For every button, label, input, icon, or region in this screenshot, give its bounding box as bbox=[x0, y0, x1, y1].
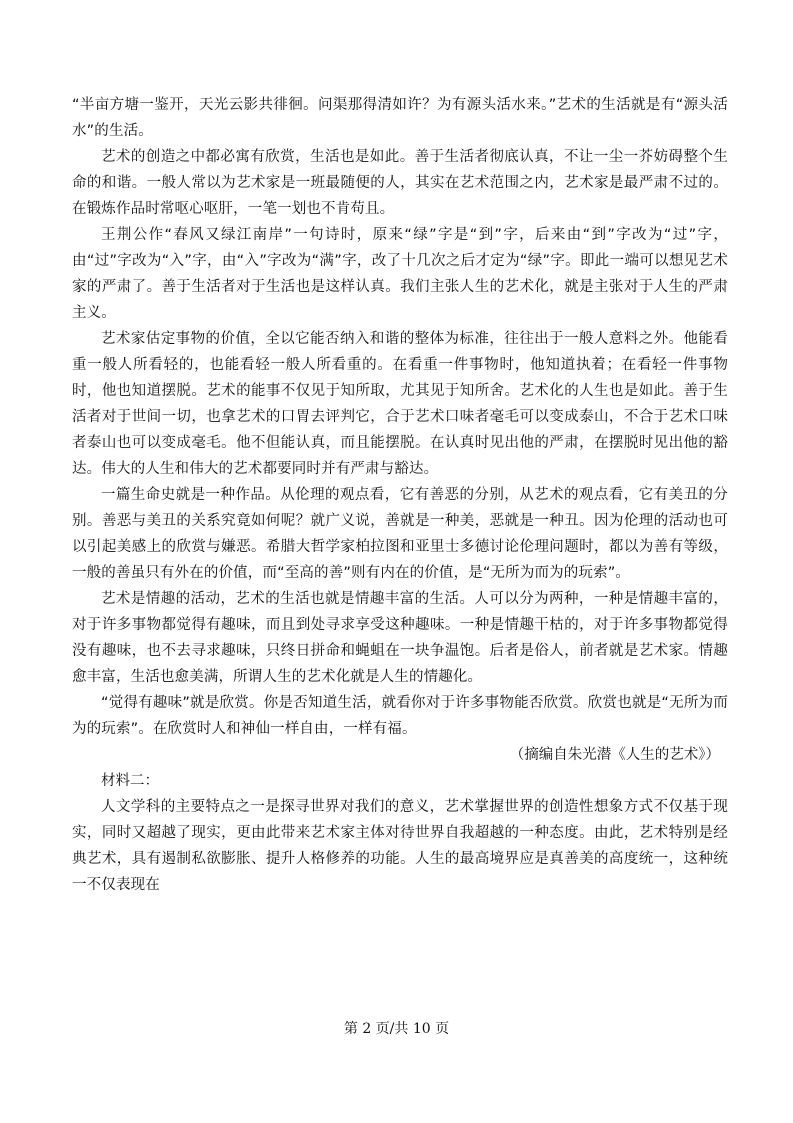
paragraph-3: 王荆公作“春风又绿江南岸”一句诗时，原来“绿”字是“到”字，后来由“到”字改为“过”字，由“过”字改为“入”字，由“入”字改为“满”字，改了十几次之后才定为“绿”字。即此一端可以想见艺术家的严肃了。善于生活者对于生活也是这样认真。我们主张人生的艺术化，就是主张对于人生的严肃主义。 bbox=[72, 227, 728, 321]
page-number-footer: 第 2 页/共 10 页 bbox=[343, 1021, 450, 1037]
paragraph-7: “觉得有趣味”就是欣赏。你是否知道生活，就看你对于许多事物能否欣赏。欣赏也就是“无所为而为的玩索”。在欣赏时人和神仙一样自由，一样有福。 bbox=[72, 695, 728, 737]
paragraph-5: 一篇生命史就是一种作品。从伦理的观点看，它有善恶的分别，从艺术的观点看，它有美丑的分别。善恶与美丑的关系究竟如何呢？就广义说，善就是一种美，恶就是一种丑。因为伦理的活动也可以引起美感上的欣赏与嫌恶。希腊大哲学家柏拉图和亚里士多德讨论伦理问题时，都以为善有等级，一般的善虽只有外在的价值，而“至高的善”则有内在的价值，是“无所为而为的玩索”。 bbox=[72, 487, 728, 581]
article-body bbox=[72, 92, 728, 898]
paragraph-6: 艺术是情趣的活动，艺术的生活也就是情趣丰富的生活。人可以分为两种，一种是情趣丰富的，对于许多事物都觉得有趣味，而且到处寻求享受这种趣味。一种是情趣干枯的，对于许多事物都觉得没有趣味，也不去寻求趣味，只终日拼命和蝇蛆在一块争温饱。后者是俗人，前者就是艺术家。情趣愈丰富，生活也愈美满，所谓人生的艺术化就是人生的情趣化。 bbox=[72, 591, 728, 685]
material-2-label: 材料二： bbox=[101, 773, 159, 789]
paragraph-1: “半亩方塘一鉴开，天光云影共徘徊。问渠那得清如许？为有源头活水来。”艺术的生活就是有“源头活水”的生活。 bbox=[72, 97, 728, 139]
paragraph-2: 艺术的创造之中都必寓有欣赏，生活也是如此。善于生活者彻底认真，不让一尘一芥妨碍整个生命的和谐。一般人常以为艺术家是一班最随便的人，其实在艺术范围之内，艺术家是最严肃不过的。在锻炼作品时常呕心呕肝，一笔一划也不肯苟且。 bbox=[72, 149, 728, 217]
paragraph-4: 艺术家估定事物的价值，全以它能否纳入和谐的整体为标准，往往出于一般人意料之外。他能看重一般人所看轻的，也能看轻一般人所看重的。在看重一件事物时，他知道执着；在看轻一件事物时，他也知道摆脱。艺术的能事不仅见于知所取，尤其见于知所舍。艺术化的人生也是如此。善于生活者对于世间一切，也拿艺术的口胃去评判它，合于艺术口味者毫毛可以变成泰山，不合于艺术口味者泰山也可以变成毫毛。他不但能认真，而且能摆脱。在认真时见出他的严肃，在摆脱时见出他的豁达。伟大的人生和伟大的艺术都要同时并有严肃与豁达。 bbox=[72, 331, 728, 477]
source-citation: （摘编自朱光潜《人生的艺术》） bbox=[509, 747, 720, 763]
material-2-paragraph: 人文学科的主要特点之一是探寻世界对我们的意义，艺术掌握世界的创造性想象方式不仅基于现实，同时又超越了现实，更由此带来艺术家主体对待世界自我超越的一种态度。由此，艺术特别是经典艺术，具有遏制私欲膨胀、提升人格修养的功能。人生的最高境界应是真善美的高度统一，这种统一不仅表现在 bbox=[72, 799, 728, 893]
